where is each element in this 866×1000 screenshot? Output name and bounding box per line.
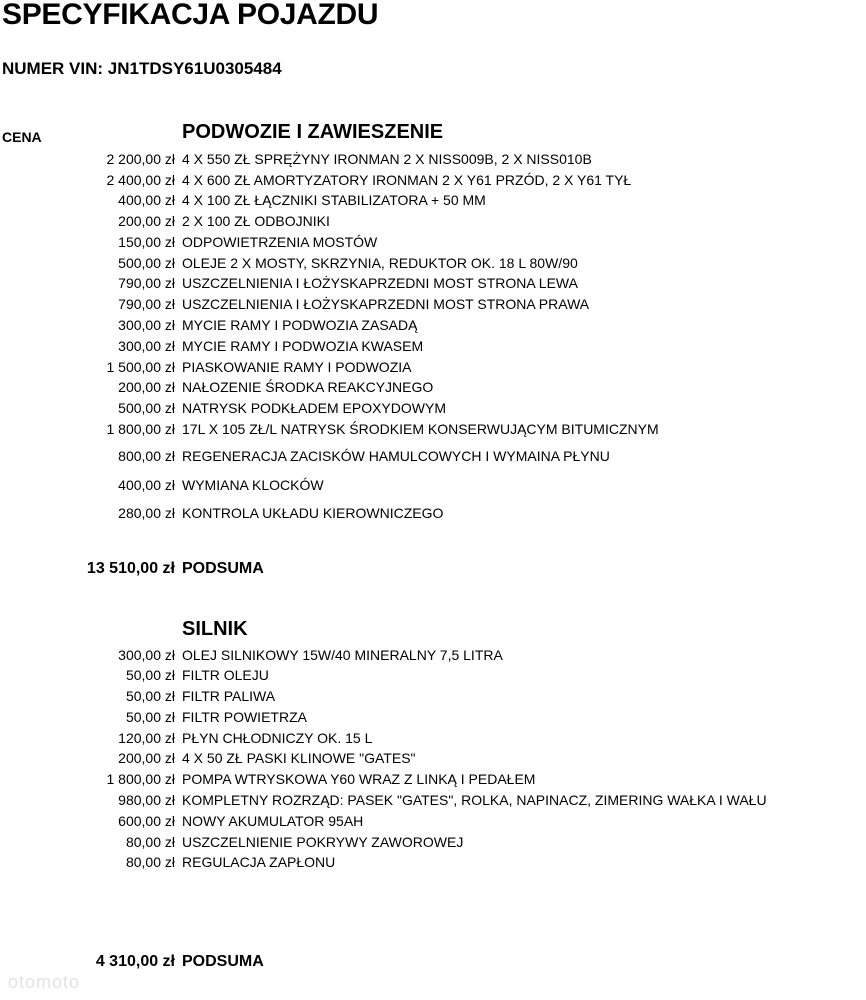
item-description: MYCIE RAMY I PODWOZIA ZASADĄ (182, 317, 418, 333)
section-title-engine: SILNIK (182, 618, 248, 640)
item-description: KOMPLETNY ROZRZĄD: PASEK "GATES", ROLKA, NAPINACZ, ZIMERING WAŁKA I WAŁU (182, 792, 767, 808)
vin-number: NUMER VIN: JN1TDSY61U0305484 (2, 59, 282, 78)
item-price: 1 800,00 zł (106, 771, 175, 787)
line-item (0, 211, 866, 231)
line-item (0, 149, 866, 169)
item-description: USZCZELNIENIA I ŁOŻYSKAPRZEDNI MOST STRONA LEWA (182, 275, 578, 291)
item-description: REGULACJA ZAPŁONU (182, 854, 336, 870)
item-price: 600,00 zł (118, 813, 175, 829)
line-item (0, 398, 866, 418)
item-description: 4 X 550 ZŁ SPRĘŻYNY IRONMAN 2 X NISS009B, 2 X NISS010B (182, 151, 592, 167)
item-description: FILTR POWIETRZA (182, 709, 307, 725)
line-item (0, 336, 866, 356)
line-item (0, 190, 866, 210)
item-price: 400,00 zł (118, 477, 175, 493)
line-item (0, 475, 866, 495)
subtotal-label: PODSUMA (182, 560, 264, 577)
item-price: 200,00 zł (118, 213, 175, 229)
page-title: SPECYFIKACJA POJAZDU (2, 0, 379, 31)
item-description: NOWY AKUMULATOR 95AH (182, 813, 364, 829)
subtotal-row (0, 952, 866, 972)
subtotal-label: PODSUMA (182, 953, 264, 970)
item-description: NAŁOZENIE ŚRODKA REAKCYJNEGO (182, 379, 434, 395)
item-description: 4 X 100 ZŁ ŁĄCZNIKI STABILIZATORA + 50 MM (182, 192, 486, 208)
item-price: 980,00 zł (118, 792, 175, 808)
item-description: 4 X 600 ZŁ AMORTYZATORY IRONMAN 2 X Y61 PRZÓD, 2 X Y61 TYŁ (182, 172, 632, 188)
line-item (0, 645, 866, 665)
item-description: PŁYN CHŁODNICZY OK. 15 L (182, 730, 373, 746)
line-item (0, 686, 866, 706)
item-description: POMPA WTRYSKOWA Y60 WRAZ Z LINKĄ I PEDAŁEM (182, 771, 536, 787)
line-item (0, 728, 866, 748)
item-price: 1 800,00 zł (106, 421, 175, 437)
item-description: MYCIE RAMY I PODWOZIA KWASEM (182, 338, 424, 354)
item-price: 2 200,00 zł (106, 151, 175, 167)
item-price: 150,00 zł (118, 234, 175, 250)
item-price: 200,00 zł (118, 750, 175, 766)
item-price: 50,00 zł (125, 709, 175, 725)
section-title-chassis: PODWOZIE I ZAWIESZENIE (182, 121, 444, 143)
item-price: 120,00 zł (118, 730, 175, 746)
line-item (0, 790, 866, 810)
item-price: 800,00 zł (118, 448, 175, 464)
item-description: OLEJE 2 X MOSTY, SKRZYNIA, REDUKTOR OK. 18 L 80W/90 (182, 255, 578, 271)
item-description: FILTR PALIWA (182, 688, 276, 704)
item-price: 50,00 zł (125, 667, 175, 683)
subtotal-row (0, 559, 866, 579)
item-description: 2 X 100 ZŁ ODBOJNIKI (182, 213, 330, 229)
line-item (0, 232, 866, 252)
item-price: 80,00 zł (125, 834, 175, 850)
subtotal-price: 4 310,00 zł (95, 953, 175, 970)
line-item (0, 748, 866, 768)
item-price: 300,00 zł (118, 647, 175, 663)
line-item (0, 707, 866, 727)
line-item (0, 446, 866, 466)
line-item (0, 294, 866, 314)
item-description: OLEJ SILNIKOWY 15W/40 MINERALNY 7,5 LITRA (182, 647, 503, 663)
item-description: PIASKOWANIE RAMY I PODWOZIA (182, 359, 412, 375)
line-item (0, 253, 866, 273)
line-item (0, 665, 866, 685)
item-price: 500,00 zł (118, 400, 175, 416)
line-item (0, 170, 866, 190)
watermark-logo: otomoto (8, 972, 81, 992)
item-description: ODPOWIETRZENIA MOSTÓW (182, 234, 378, 250)
item-price: 500,00 zł (118, 255, 175, 271)
price-column-label: CENA (2, 129, 42, 145)
item-price: 200,00 zł (118, 379, 175, 395)
item-price: 50,00 zł (125, 688, 175, 704)
item-price: 790,00 zł (118, 296, 175, 312)
item-description: NATRYSK PODKŁADEM EPOXYDOWYM (182, 400, 446, 416)
item-description: 17L X 105 ZŁ/L NATRYSK ŚRODKIEM KONSERWUJĄCYM BITUMICZNYM (182, 421, 659, 437)
item-description: KONTROLA UKŁADU KIEROWNICZEGO (182, 505, 444, 521)
line-item (0, 377, 866, 397)
item-price: 300,00 zł (118, 338, 175, 354)
subtotal-price: 13 510,00 zł (86, 560, 175, 577)
line-item (0, 811, 866, 831)
item-description: WYMIANA KLOCKÓW (182, 477, 324, 493)
line-item (0, 419, 866, 439)
line-item (0, 503, 866, 523)
line-item (0, 273, 866, 293)
item-description: USZCZELNIENIA I ŁOŻYSKAPRZEDNI MOST STRONA PRAWA (182, 296, 590, 312)
item-description: 4 X 50 ZŁ PASKI KLINOWE "GATES" (182, 750, 416, 766)
item-price: 2 400,00 zł (106, 172, 175, 188)
item-price: 300,00 zł (118, 317, 175, 333)
item-price: 280,00 zł (118, 505, 175, 521)
item-description: REGENERACJA ZACISKÓW HAMULCOWYCH I WYMAINA PŁYNU (182, 448, 610, 464)
line-item (0, 832, 866, 852)
item-price: 80,00 zł (125, 854, 175, 870)
item-price: 1 500,00 zł (106, 359, 175, 375)
item-price: 790,00 zł (118, 275, 175, 291)
item-description: USZCZELNIENIE POKRYWY ZAWOROWEJ (182, 834, 464, 850)
line-item (0, 315, 866, 335)
item-price: 400,00 zł (118, 192, 175, 208)
line-item (0, 357, 866, 377)
line-item (0, 852, 866, 872)
line-item (0, 769, 866, 789)
item-description: FILTR OLEJU (182, 667, 269, 683)
